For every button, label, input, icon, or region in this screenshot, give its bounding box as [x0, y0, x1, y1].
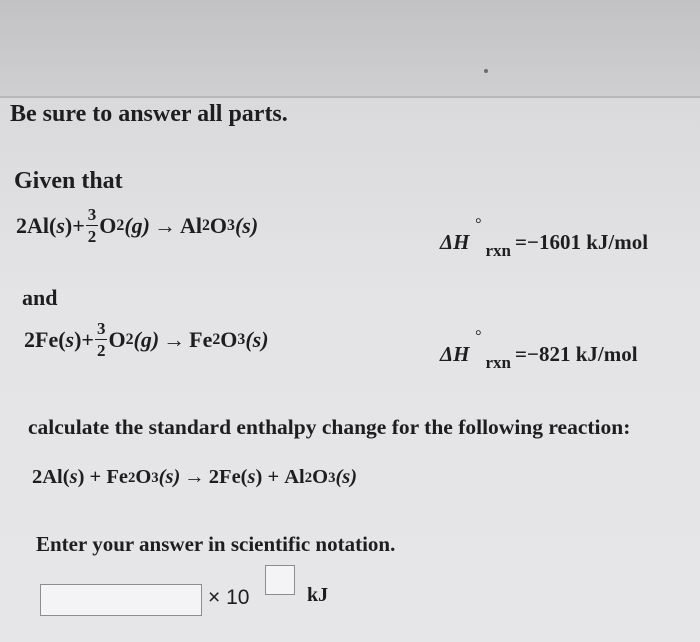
reaction-arrow: →	[184, 466, 205, 488]
target-reaction-equation: 2Al( s ) + Fe 2 O 3 (s) → 2Fe( s ) + Al 2 O 3 (s)	[32, 466, 358, 488]
instruction-text: Be sure to answer all parts.	[10, 101, 288, 127]
reaction-1-enthalpy: ΔH ° rxn =−1601 kJ/mol	[440, 216, 649, 260]
scientific-notation-prompt: Enter your answer in scientific notation.	[36, 532, 396, 556]
and-label: and	[22, 285, 58, 310]
reaction-1-equation: 2Al( s ) + $\frac{3}{2}$ O 2 (g) → Al 2 O 3 (s)	[16, 205, 259, 246]
fraction-three-halves: $\frac{3}{2}$	[87, 205, 97, 246]
dust-dot	[484, 69, 488, 73]
given-label: Given that	[14, 168, 123, 194]
top-background	[0, 0, 700, 96]
reaction-2-enthalpy: ΔH ° rxn =−821 kJ/mol	[440, 328, 638, 372]
header-divider	[0, 96, 700, 98]
exponent-input[interactable]	[265, 565, 295, 595]
mantissa-input[interactable]	[40, 584, 202, 616]
calculate-prompt: calculate the standard enthalpy change for the following reaction:	[28, 415, 631, 439]
reaction-arrow: →	[163, 326, 186, 352]
unit-label: kJ	[307, 584, 329, 606]
reaction-arrow: →	[153, 212, 176, 238]
reaction-2-equation: 2Fe( s ) + $\frac{3}{2}$ O 2 (g) → Fe 2 O 3 (s)	[24, 319, 269, 360]
fraction-three-halves: $\frac{3}{2}$	[96, 319, 106, 360]
times-ten-label: × 10	[208, 586, 250, 609]
